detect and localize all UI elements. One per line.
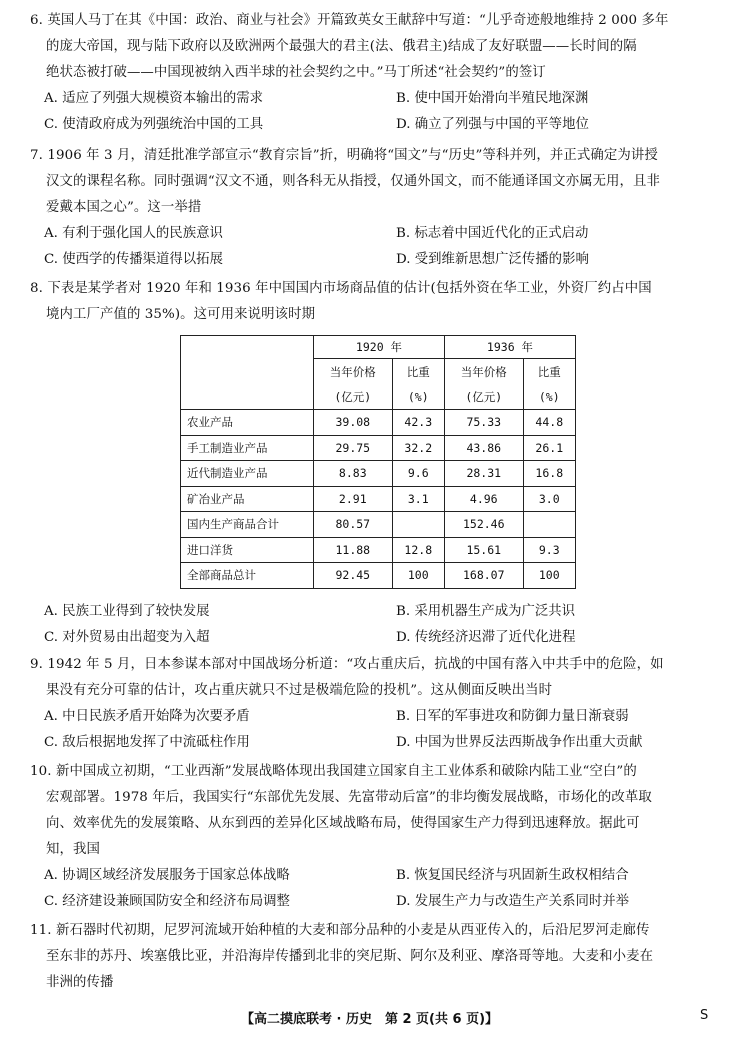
table-cell: 100 [523, 563, 575, 589]
question-stem-line: 至东非的苏丹、埃塞俄比亚，并沿海岸传播到北非的突尼斯、阿尔及利亚、摩洛哥等地。大麦和小麦在 [46, 949, 654, 964]
option-d[interactable]: D. 确立了列强与中国的平等地位 [396, 117, 589, 132]
option-a[interactable]: A. 有利于强化国人的民族意识 [44, 226, 223, 241]
market-value-table [180, 335, 576, 589]
table-year-header: 1920 年 [314, 336, 445, 359]
question-stem-line: 向、效率优先的发展策略、从东到西的差异化区域战略布局，使得国家生产力得到迅速释放。据此可 [46, 816, 640, 831]
table-cell: 9.3 [523, 537, 575, 563]
table-row-label: 矿冶业产品 [181, 486, 314, 512]
table-cell: 3.0 [523, 486, 575, 512]
table-corner-cell [181, 336, 314, 410]
question-6 [30, 8, 720, 138]
table-cell: 11.88 [314, 537, 393, 563]
option-b[interactable]: B. 恢复国民经济与巩固新生政权相结合 [396, 868, 629, 883]
table-row [181, 410, 576, 436]
question-stem-line: 知，我国 [46, 842, 100, 857]
option-row [30, 221, 720, 247]
option-row [30, 599, 720, 625]
table-row [181, 512, 576, 538]
option-row [30, 625, 720, 651]
question-9 [30, 652, 720, 756]
table-col-header: 当年价格 [314, 359, 393, 385]
table-cell: 3.1 [392, 486, 444, 512]
question-stem-line: 非洲的传播 [46, 975, 114, 990]
table-cell: 8.83 [314, 461, 393, 487]
option-row [30, 704, 720, 730]
question-stem-line: 6. 英国人马丁在其《中国：政治、商业与社会》开篇致英女王献辞中写道：“儿乎奇迹般地维持 2 000 多年 [30, 13, 669, 28]
table-col-header: 比重 [523, 359, 575, 385]
footer-text: 【高二摸底联考 · 历史 第 2 页(共 6 页)】 [240, 1012, 499, 1027]
table-cell: 29.75 [314, 435, 393, 461]
table-row [181, 563, 576, 589]
question-stem-line: 果没有充分可靠的估计，攻占重庆就只不过是极端危险的投机”。这从侧面反映出当时 [46, 683, 553, 698]
question-8 [30, 276, 720, 328]
question-10 [30, 759, 720, 915]
question-stem-line: 爱戴本国之心”。这一举措 [46, 200, 202, 215]
option-row [30, 863, 720, 889]
table-row [181, 461, 576, 487]
option-d[interactable]: D. 中国为世界反法西斯战争作出重大贡献 [396, 735, 643, 750]
table-cell: 15.61 [444, 537, 523, 563]
question-stem-line: 11. 新石器时代初期，尼罗河流域开始种植的大麦和部分品种的小麦是从西亚传入的，后沿尼罗河走廊传 [30, 923, 650, 938]
table-col-unit: (亿元) [444, 384, 523, 410]
question-stem-line: 汉文的课程名称。同时强调“汉文不通，则各科无从指授，仅通外国文，而不能通译国文亦属无用，且非 [46, 174, 661, 189]
table-cell: 16.8 [523, 461, 575, 487]
option-c[interactable]: C. 经济建设兼顾国防安全和经济布局调整 [44, 894, 290, 909]
table-cell: 12.8 [392, 537, 444, 563]
question-7 [30, 143, 720, 273]
question-stem-line: 的庞大帝国，现与陆下政府以及欧洲两个最强大的君主(法、俄君主)结成了友好联盟——长时间的隔 [46, 39, 637, 54]
option-a[interactable]: A. 协调区域经济发展服务于国家总体战略 [44, 868, 290, 883]
option-c[interactable]: C. 使西学的传播渠道得以拓展 [44, 252, 223, 267]
option-row [30, 86, 720, 112]
table-row [181, 435, 576, 461]
table-year-header: 1936 年 [444, 336, 575, 359]
table-cell: 80.57 [314, 512, 393, 538]
table-col-header: 比重 [392, 359, 444, 385]
option-a[interactable]: A. 中日民族矛盾开始降为次要矛盾 [44, 709, 250, 724]
question-stem-line: 8. 下表是某学者对 1920 年和 1936 年中国国内市场商品值的估计(包括外资在华工业，外资厂约占中国 [30, 281, 652, 296]
table-cell: 9.6 [392, 461, 444, 487]
option-b[interactable]: B. 使中国开始滑向半殖民地深渊 [396, 91, 589, 106]
option-row [30, 247, 720, 273]
table-cell [392, 512, 444, 538]
question-11 [30, 918, 720, 996]
table-row-label: 进口洋货 [181, 537, 314, 563]
option-c[interactable]: C. 敌后根据地发挥了中流砥柱作用 [44, 735, 250, 750]
table-col-unit: (%) [392, 384, 444, 410]
table-row [181, 486, 576, 512]
option-d[interactable]: D. 传统经济迟滞了近代化进程 [396, 630, 576, 645]
question-stem-line: 9. 1942 年 5 月，日本参谋本部对中国战场分析道：“攻占重庆后，抗战的中国有落入中共手中的危险，如 [30, 657, 664, 672]
table-cell: 42.3 [392, 410, 444, 436]
option-a[interactable]: A. 适应了列强大规模资本输出的需求 [44, 91, 264, 106]
table-cell: 4.96 [444, 486, 523, 512]
table-col-unit: (%) [523, 384, 575, 410]
option-row [30, 889, 720, 915]
option-a[interactable]: A. 民族工业得到了较快发展 [44, 604, 210, 619]
table-cell: 2.91 [314, 486, 393, 512]
question-stem-line: 10. 新中国成立初期，“工业西渐”发展战略体现出我国建立国家自主工业体系和破除内陆工业“空白”的 [30, 764, 637, 779]
table-cell: 168.07 [444, 563, 523, 589]
table-row-label: 农业产品 [181, 410, 314, 436]
table-cell: 100 [392, 563, 444, 589]
option-d[interactable]: D. 发展生产力与改造生产关系同时并举 [396, 894, 630, 909]
page-footer [0, 1008, 739, 1027]
table-cell: 44.8 [523, 410, 575, 436]
option-c[interactable]: C. 对外贸易由出超变为入超 [44, 630, 210, 645]
table-row-label: 国内生产商品合计 [181, 512, 314, 538]
table-cell [523, 512, 575, 538]
option-row [30, 112, 720, 138]
table-cell: 152.46 [444, 512, 523, 538]
question-stem-line: 境内工厂产值的 35%)。这可用来说明该时期 [46, 307, 316, 322]
option-c[interactable]: C. 使清政府成为列强统治中国的工具 [44, 117, 264, 132]
option-row [30, 730, 720, 756]
table-col-unit: (亿元) [314, 384, 393, 410]
question-stem-line: 7. 1906 年 3 月，清廷批准学部宣示“教育宗旨”折，明确将“国文”与“历史”等科并列，并正式确定为讲授 [30, 148, 658, 163]
table-cell: 26.1 [523, 435, 575, 461]
option-b[interactable]: B. 标志着中国近代化的正式启动 [396, 226, 589, 241]
table-row-label: 近代制造业产品 [181, 461, 314, 487]
option-b[interactable]: B. 采用机器生产成为广泛共识 [396, 604, 576, 619]
table-col-header: 当年价格 [444, 359, 523, 385]
table-cell: 28.31 [444, 461, 523, 487]
table-cell: 75.33 [444, 410, 523, 436]
footer-code: S [700, 1008, 709, 1023]
question-stem-line: 绝状态被打破——中国现被纳入西半球的社会契约之中。”马丁所述“社会契约”的签订 [46, 65, 546, 80]
table-row-label: 手工制造业产品 [181, 435, 314, 461]
table-row-label: 全部商品总计 [181, 563, 314, 589]
table-cell: 39.08 [314, 410, 393, 436]
table-cell: 43.86 [444, 435, 523, 461]
table-row [181, 537, 576, 563]
question-stem-line: 宏观部署。1978 年后，我国实行“东部优先发展、先富带动后富”的非均衡发展战略，市场化的改革取 [46, 790, 652, 805]
table-cell: 92.45 [314, 563, 393, 589]
option-b[interactable]: B. 日军的军事进攻和防御力量日渐衰弱 [396, 709, 629, 724]
table-cell: 32.2 [392, 435, 444, 461]
question-8-options [30, 599, 720, 651]
option-d[interactable]: D. 受到维新思想广泛传播的影响 [396, 252, 589, 267]
